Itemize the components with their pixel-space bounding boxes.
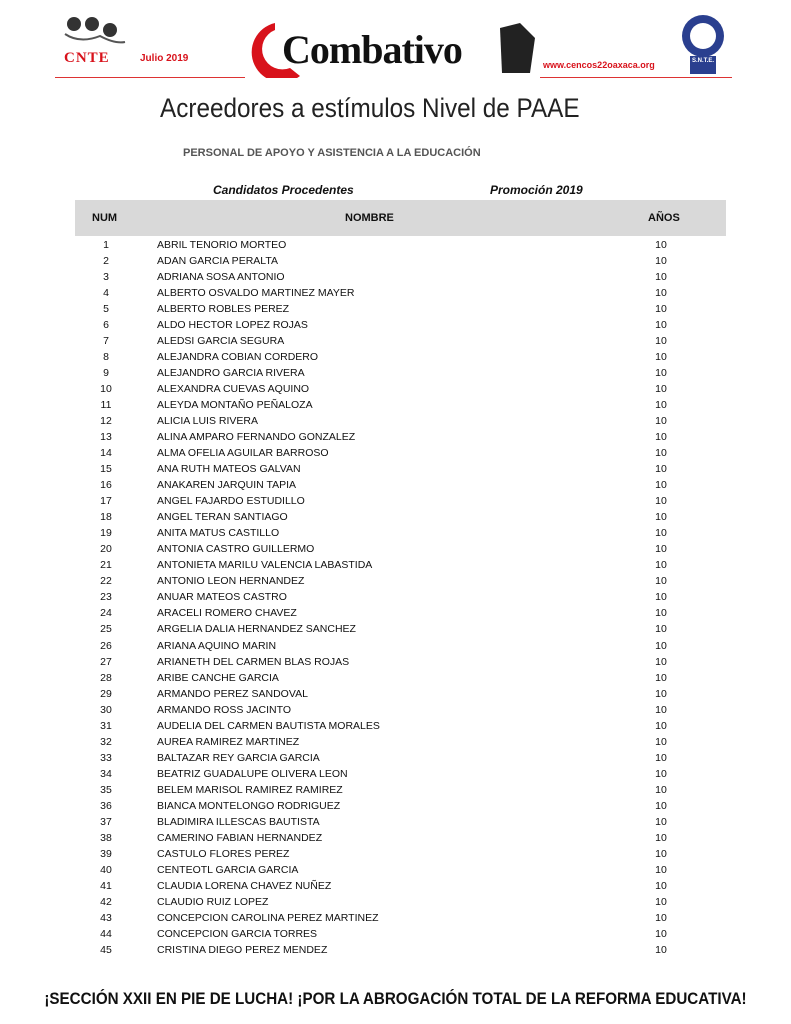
candidates-label: Candidatos Procedentes [213,183,354,197]
row-number: 9 [103,367,109,380]
row-name: ALBERTO ROBLES PEREZ [157,303,290,316]
table-row [75,942,726,958]
row-name: ALEXANDRA CUEVAS AQUINO [157,383,310,396]
row-name: ANITA MATUS CASTILLO [157,527,280,540]
table-row [75,477,726,493]
row-years: 10 [655,447,667,460]
row-name: ARIANETH DEL CARMEN BLAS ROJAS [157,655,350,668]
row-number: 36 [100,799,112,812]
row-number: 15 [100,463,112,476]
row-number: 20 [100,543,112,556]
row-number: 35 [100,783,112,796]
row-name: ALICIA LUIS RIVERA [157,415,258,428]
promotion-label: Promoción 2019 [490,183,583,197]
row-number: 21 [100,559,112,572]
row-name: ALEYDA MONTAÑO PEÑALOZA [157,399,313,412]
row-name: ALMA OFELIA AGUILAR BARROSO [157,447,329,460]
row-number: 1 [103,239,109,251]
row-name: BEATRIZ GUADALUPE OLIVERA LEON [157,767,348,780]
row-name: BALTAZAR REY GARCIA GARCIA [157,751,320,764]
table-row [75,605,726,621]
row-years: 10 [655,895,667,908]
cnte-logo-text: CNTE [64,50,110,66]
row-years: 10 [655,575,667,588]
table-row [75,782,726,798]
row-years: 10 [655,543,667,556]
row-name: ANGEL TERAN SANTIAGO [157,511,288,524]
table-row [75,557,726,573]
row-years: 10 [655,415,667,428]
row-number: 37 [100,815,112,828]
table-row [75,814,726,830]
row-name: ALEJANDRO GARCIA RIVERA [157,367,305,380]
table-row [75,702,726,718]
table-row [75,638,726,654]
row-number: 45 [100,943,112,956]
row-number: 41 [100,879,112,892]
row-name: CAMERINO FABIAN HERNANDEZ [157,831,323,844]
row-name: BLADIMIRA ILLESCAS BAUTISTA [157,815,320,828]
row-years: 10 [655,495,667,508]
row-years: 10 [655,799,667,812]
page-subtitle: PERSONAL DE APOYO Y ASISTENCIA A LA EDUCACIÓN [183,147,481,159]
row-number: 17 [100,495,112,508]
row-years: 10 [655,271,667,284]
row-years: 10 [655,303,667,316]
table-header [75,200,726,236]
row-years: 10 [655,751,667,764]
row-name: CONCEPCION CAROLINA PEREZ MARTINEZ [157,911,379,924]
row-years: 10 [655,511,667,524]
row-name: CENTEOTL GARCIA GARCIA [157,863,299,876]
row-years: 10 [655,927,667,940]
row-name: CASTULO FLORES PEREZ [157,847,290,860]
row-years: 10 [655,639,667,652]
table-row [75,525,726,541]
row-years: 10 [655,591,667,604]
column-header-num: NUM [92,212,118,224]
table-row [75,413,726,429]
row-number: 8 [103,351,109,364]
table-row [75,718,726,734]
row-years: 10 [655,239,667,251]
row-years: 10 [655,687,667,700]
row-number: 18 [100,511,112,524]
row-name: ALDO HECTOR LOPEZ ROJAS [157,319,308,332]
snte-logo [680,14,726,76]
row-name: ARGELIA DALIA HERNANDEZ SANCHEZ [157,623,356,636]
row-years: 10 [655,783,667,796]
masthead-title: Combativo [282,27,462,72]
row-name: ABRIL TENORIO MORTEO [157,239,287,251]
table-row [75,878,726,894]
row-years: 10 [655,463,667,476]
row-years: 10 [655,831,667,844]
row-name: ANA RUTH MATEOS GALVAN [157,463,301,476]
row-number: 19 [100,527,112,540]
table-row [75,429,726,445]
row-number: 13 [100,431,112,444]
row-years: 10 [655,815,667,828]
row-number: 33 [100,751,112,764]
row-number: 6 [103,319,109,332]
row-number: 14 [100,447,112,460]
column-header-years: AÑOS [648,212,680,224]
table-row [75,541,726,557]
row-years: 10 [655,735,667,748]
row-years: 10 [655,863,667,876]
table-row [75,301,726,317]
row-number: 32 [100,735,112,748]
row-years: 10 [655,383,667,396]
row-name: ARIBE CANCHE GARCIA [157,671,279,684]
row-name: ADAN GARCIA PERALTA [157,255,278,268]
row-years: 10 [655,943,667,956]
table-row [75,285,726,301]
row-name: BIANCA MONTELONGO RODRIGUEZ [157,799,341,812]
row-number: 24 [100,607,112,620]
row-name: ARMANDO PEREZ SANDOVAL [157,687,308,700]
row-number: 23 [100,591,112,604]
row-years: 10 [655,287,667,300]
snte-logo-text: S.N.T.E. [691,58,714,64]
row-name: CLAUDIA LORENA CHAVEZ NUÑEZ [157,879,332,892]
website-link[interactable]: www.cencos22oaxaca.org [543,60,655,70]
table-row [75,862,726,878]
row-years: 10 [655,527,667,540]
row-number: 44 [100,927,112,940]
row-name: ALBERTO OSVALDO MARTINEZ MAYER [157,287,355,300]
row-name: CONCEPCION GARCIA TORRES [157,927,318,940]
row-years: 10 [655,847,667,860]
table-row [75,750,726,766]
row-years: 10 [655,911,667,924]
row-number: 11 [100,399,112,412]
row-name: ANTONIO LEON HERNANDEZ [157,575,305,588]
row-name: ANTONIA CASTRO GUILLERMO [157,543,315,556]
issue-date: Julio 2019 [140,53,189,64]
table-row [75,589,726,605]
row-number: 16 [100,479,112,492]
row-years: 10 [655,703,667,716]
row-years: 10 [655,607,667,620]
row-name: AUREA RAMIREZ MARTINEZ [157,735,300,748]
row-name: ANUAR MATEOS CASTRO [157,591,287,604]
table-row [75,734,726,750]
table-row [75,381,726,397]
footer-slogan: ¡SECCIÓN XXII EN PIE DE LUCHA! ¡POR LA ABROGACIÓN TOTAL DE LA REFORMA EDUCATIVA! [44,990,747,1008]
table-row [75,349,726,365]
table-row [75,397,726,413]
row-name: CLAUDIO RUIZ LOPEZ [157,895,269,908]
row-number: 25 [100,623,112,636]
row-name: ADRIANA SOSA ANTONIO [157,271,285,284]
table-row [75,798,726,814]
row-number: 2 [103,255,109,268]
row-years: 10 [655,399,667,412]
table-row [75,926,726,942]
row-name: ALEJANDRA COBIAN CORDERO [157,351,319,364]
table-row [75,846,726,862]
row-years: 10 [655,559,667,572]
row-years: 10 [655,335,667,348]
row-years: 10 [655,879,667,892]
row-number: 43 [100,911,112,924]
row-years: 10 [655,767,667,780]
row-years: 10 [655,367,667,380]
row-name: ALINA AMPARO FERNANDO GONZALEZ [157,431,356,444]
table-row [75,317,726,333]
row-number: 27 [100,655,112,668]
row-name: AUDELIA DEL CARMEN BAUTISTA MORALES [157,719,380,732]
row-number: 7 [103,335,109,348]
divider [540,77,732,78]
row-name: ANTONIETA MARILU VALENCIA LABASTIDA [157,559,373,572]
row-name: ARIANA AQUINO MARIN [157,639,277,652]
table-row [75,894,726,910]
row-years: 10 [655,479,667,492]
row-number: 38 [100,831,112,844]
row-years: 10 [655,255,667,268]
table-row [75,461,726,477]
row-number: 42 [100,895,112,908]
table-row [75,253,726,269]
table-row [75,621,726,637]
row-number: 39 [100,847,112,860]
table-row [75,910,726,926]
table-row [75,445,726,461]
table-row [75,333,726,349]
table-row [75,830,726,846]
table-row [75,686,726,702]
table-row [75,493,726,509]
row-name: CRISTINA DIEGO PEREZ MENDEZ [157,943,328,956]
table-row [75,509,726,525]
row-name: BELEM MARISOL RAMIREZ RAMIREZ [157,783,343,796]
table-row [75,670,726,686]
row-years: 10 [655,671,667,684]
row-number: 26 [100,639,112,652]
row-number: 28 [100,671,112,684]
row-number: 29 [100,687,112,700]
row-name: ARACELI ROMERO CHAVEZ [157,607,297,620]
row-name: ANGEL FAJARDO ESTUDILLO [157,495,305,508]
table-row [75,766,726,782]
page-title: Acreedores a estímulos Nivel de PAAE [160,93,580,123]
row-number: 5 [103,303,109,316]
row-number: 34 [100,767,112,780]
row-years: 10 [655,319,667,332]
table-row [75,365,726,381]
table-row [75,237,726,253]
row-years: 10 [655,655,667,668]
row-number: 4 [103,287,109,300]
divider [55,77,245,78]
row-number: 30 [100,703,112,716]
row-number: 3 [103,271,109,284]
row-number: 31 [100,719,112,732]
row-years: 10 [655,623,667,636]
table-row [75,654,726,670]
row-years: 10 [655,351,667,364]
row-number: 22 [100,575,112,588]
row-number: 12 [100,415,112,428]
table-row [75,573,726,589]
row-years: 10 [655,719,667,732]
row-name: ANAKAREN JARQUIN TAPIA [157,479,297,492]
column-header-name: NOMBRE [345,212,394,224]
row-name: ALEDSI GARCIA SEGURA [157,335,285,348]
table-row [75,269,726,285]
row-name: ARMANDO ROSS JACINTO [157,703,291,716]
row-number: 40 [100,863,112,876]
row-number: 10 [100,383,112,396]
row-years: 10 [655,431,667,444]
